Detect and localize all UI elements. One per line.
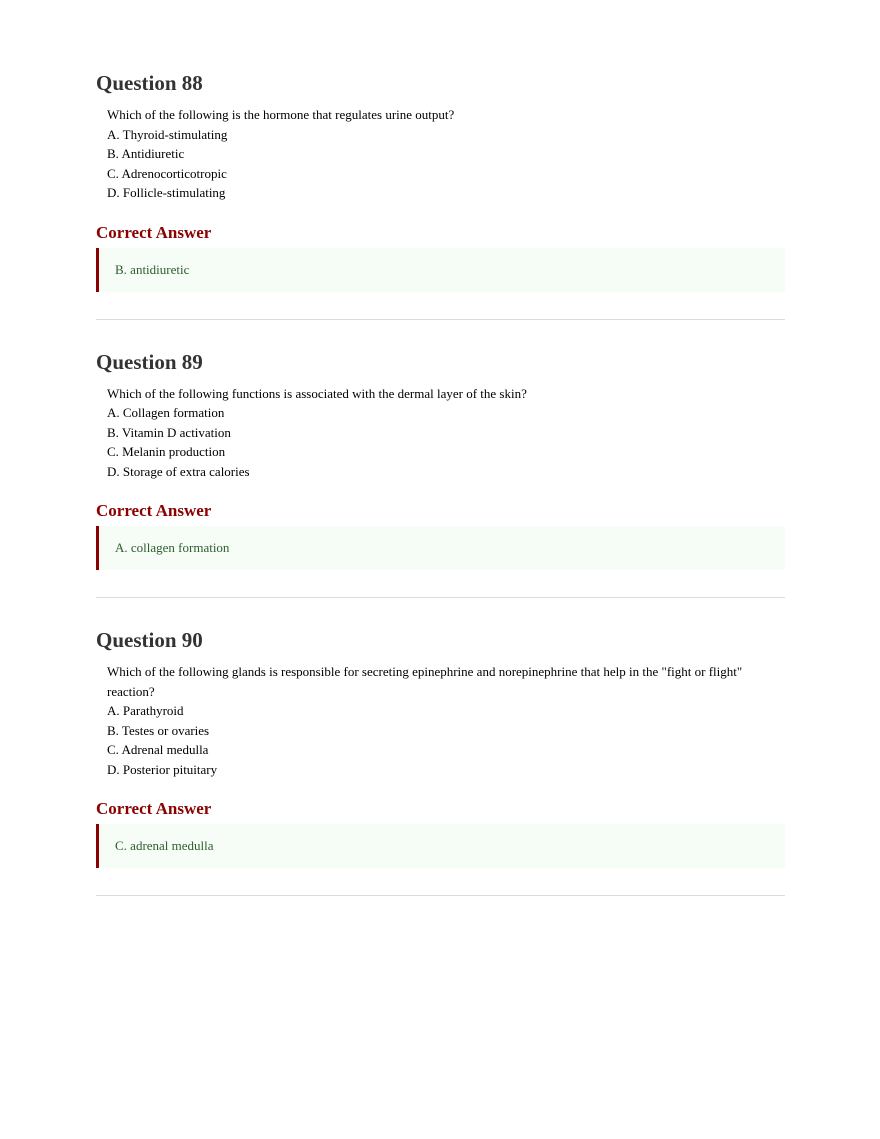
option-a: A. Parathyroid <box>107 703 184 718</box>
correct-answer-box <box>96 248 785 292</box>
option-d: D. Storage of extra calories <box>107 463 250 479</box>
option-b: B. Vitamin D activation <box>107 424 231 440</box>
option-a: A. Collagen formation <box>107 405 225 420</box>
option-b: B. Antidiuretic <box>107 146 185 161</box>
option-c: C. Adrenal medulla <box>107 742 209 757</box>
question-title: Question 90 <box>96 628 203 652</box>
option-c: C. Melanin production <box>107 444 226 459</box>
correct-answer-heading: Correct Answer <box>96 222 212 242</box>
question-title: Question 89 <box>96 349 203 374</box>
correct-answer-text: B. antidiuretic <box>115 261 190 277</box>
question-title: Question 88 <box>96 71 203 95</box>
quiz-page <box>96 70 785 925</box>
option-d: D. Posterior pituitary <box>107 761 218 777</box>
question-body <box>96 662 785 779</box>
question-text: Which of the following is the hormone that regulates urine output? <box>107 107 455 122</box>
option-a: A. Thyroid-stimulating <box>107 126 228 142</box>
question-text: Which of the following functions is associated with the dermal layer of the skin? <box>107 385 527 401</box>
question-body <box>96 384 785 482</box>
correct-answer-box <box>96 824 785 868</box>
option-b: B. Testes or ovaries <box>107 722 210 738</box>
question-block-88 <box>96 70 785 320</box>
correct-answer-heading: Correct Answer <box>96 501 212 520</box>
question-body <box>96 105 785 203</box>
correct-answer-text: C. adrenal medulla <box>115 838 214 853</box>
question-block-89 <box>96 349 785 599</box>
option-d: D. Follicle-stimulating <box>107 185 226 200</box>
correct-answer-heading: Correct Answer <box>96 799 212 818</box>
correct-answer-box <box>96 526 785 570</box>
question-text: Which of the following glands is responsible for secreting epinephrine and norepinephrine that help in the "fight or flight" reaction? <box>107 664 743 699</box>
question-block-90 <box>96 627 785 896</box>
correct-answer-text: A. collagen formation <box>115 540 230 555</box>
option-c: C. Adrenocorticotropic <box>107 165 227 181</box>
